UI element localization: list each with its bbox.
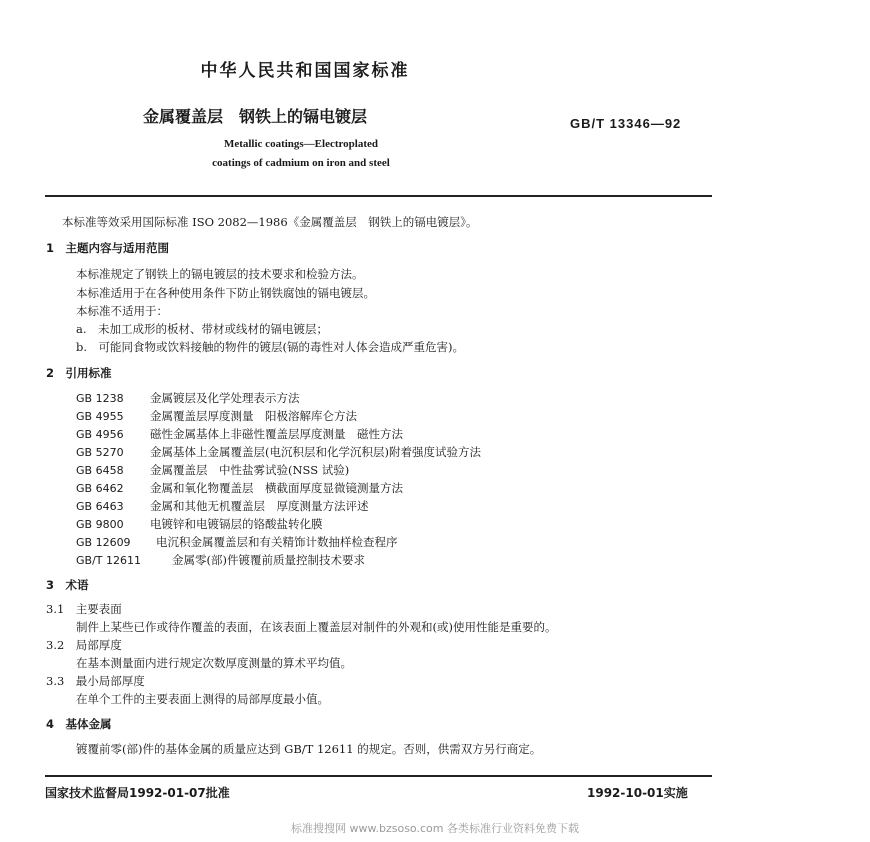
ref-title: 金属基体上金属覆盖层(电沉积层和化学沉积层)附着强度试验方法 <box>150 445 481 459</box>
ref-code: GB 6458 <box>76 464 124 477</box>
issuing-body: 中华人民共和国国家标准 <box>200 61 410 81</box>
ref-item <box>76 444 481 460</box>
section-2-title: 2 引用标准 <box>46 366 112 380</box>
ref-item <box>76 408 357 424</box>
ref-item <box>76 516 323 532</box>
ref-title: 金属零(部)件镀覆前质量控制技术要求 <box>172 553 365 567</box>
footer-divider <box>45 775 712 777</box>
ref-code: GB 5270 <box>76 446 124 459</box>
ref-title: 电镀锌和电镀镉层的铬酸盐转化膜 <box>150 517 323 531</box>
section-1-para-3: 本标准不适用于： <box>76 304 168 318</box>
ref-title: 金属覆盖层厚度测量 阳极溶解库仑方法 <box>150 409 357 423</box>
section-3-title: 3 术语 <box>46 578 89 592</box>
standard-title-cn: 金属覆盖层 钢铁上的镉电镀层 <box>143 107 368 126</box>
watermark: 标准搜搜网 www.bzsoso.com 各类标准行业资料免费下载 <box>291 822 579 835</box>
standard-title-en-line2: coatings of cadmium on iron and steel <box>212 157 390 169</box>
ref-code: GB 4956 <box>76 428 124 441</box>
ref-item <box>76 426 403 442</box>
ref-title: 金属镀层及化学处理表示方法 <box>150 391 300 405</box>
ref-code: GB 4955 <box>76 410 124 423</box>
ref-code: GB 6462 <box>76 482 124 495</box>
approval-date: 国家技术监督局1992-01-07批准 <box>45 786 230 800</box>
ref-code: GB 12609 <box>76 536 131 549</box>
ref-item <box>76 462 349 478</box>
ref-code: GB 6463 <box>76 500 124 513</box>
ref-code: GB 9800 <box>76 518 124 531</box>
ref-title: 金属和氧化物覆盖层 横截面厚度显微镜测量方法 <box>150 481 403 495</box>
header-divider <box>45 195 712 197</box>
ref-code: GB/T 12611 <box>76 554 141 567</box>
ref-item <box>76 534 398 550</box>
ref-title: 电沉积金属覆盖层和有关精饰计数抽样检查程序 <box>156 535 398 549</box>
ref-title: 金属覆盖层 中性盐雾试验(NSS 试验) <box>150 463 350 477</box>
ref-item <box>76 480 403 496</box>
implementation-date: 1992-10-01实施 <box>587 786 688 800</box>
standard-number: GB/T 13346—92 <box>570 116 682 131</box>
section-4-title: 4 基体金属 <box>46 717 112 731</box>
section-4-body: 镀覆前零(部)件的基体金属的质量应达到 GB/T 12611 的规定。否则，供需双方另行商定。 <box>76 742 542 756</box>
ref-title: 金属和其他无机覆盖层 厚度测量方法评述 <box>150 499 369 513</box>
ref-item <box>76 552 365 568</box>
standard-title-en-line1: Metallic coatings—Electroplated <box>223 138 379 150</box>
term-3-1-heading: 3.1 主要表面 <box>46 602 122 616</box>
intro-paragraph: 本标准等效采用国际标准 ISO 2082—1986《金属覆盖层 钢铁上的镉电镀层》。 <box>62 215 478 229</box>
section-1-title: 1 主题内容与适用范围 <box>46 241 170 255</box>
ref-code: GB 1238 <box>76 392 124 405</box>
section-1-item-b: b. 可能同食物或饮料接触的物件的镀层(镉的毒性对人体会造成严重危害)。 <box>76 340 464 354</box>
section-1-para-2: 本标准适用于在各种使用条件下防止钢铁腐蚀的镉电镀层。 <box>76 286 375 300</box>
term-3-3-body: 在单个工件的主要表面上测得的局部厚度最小值。 <box>76 692 329 706</box>
term-3-1-body: 制件上某些已作或待作覆盖的表面，在该表面上覆盖层对制件的外观和(或)使用性能是重要的。 <box>76 620 557 634</box>
term-3-2-heading: 3.2 局部厚度 <box>46 638 122 652</box>
ref-title: 磁性金属基体上非磁性覆盖层厚度测量 磁性方法 <box>150 427 403 441</box>
section-1-item-a: a. 未加工成形的板材、带材或线材的镉电镀层； <box>76 322 329 336</box>
section-1-para-1: 本标准规定了钢铁上的镉电镀层的技术要求和检验方法。 <box>76 267 364 281</box>
ref-item <box>76 498 369 514</box>
term-3-2-body: 在基本测量面内进行规定次数厚度测量的算术平均值。 <box>76 656 352 670</box>
term-3-3-heading: 3.3 最小局部厚度 <box>46 674 145 688</box>
ref-item <box>76 390 300 406</box>
